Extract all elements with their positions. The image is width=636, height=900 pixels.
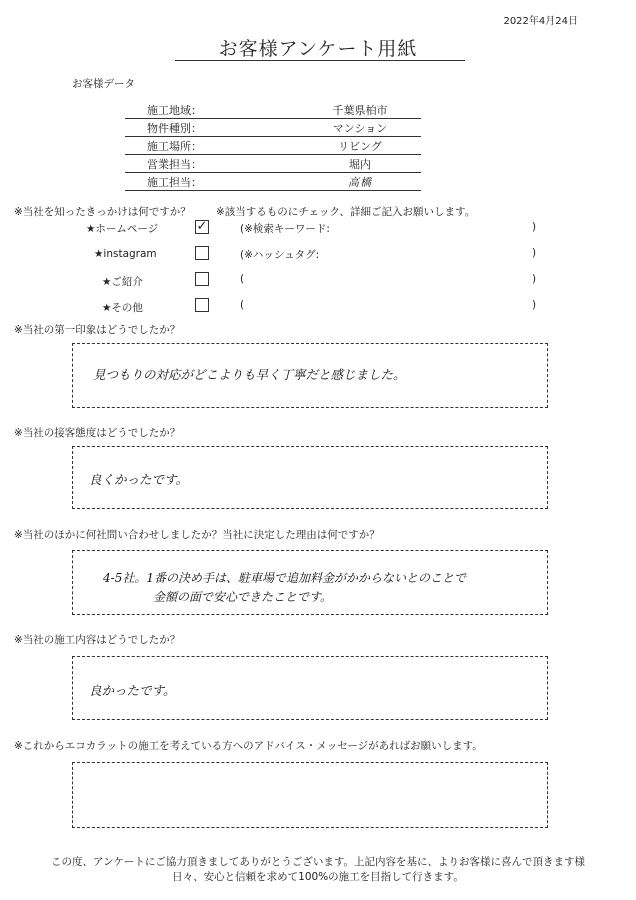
source-checkbox-referral[interactable]	[195, 272, 209, 286]
customer-row-value: 堀内	[349, 158, 371, 171]
source-detail-other: (	[240, 299, 245, 311]
source-label-instagram: ★instagram	[94, 248, 157, 260]
source-detail-referral: (	[240, 273, 245, 285]
customer-row-label: 施工担当：	[147, 176, 202, 189]
customer-row-label: 営業担当：	[147, 158, 202, 171]
customer-row-type	[125, 119, 421, 137]
source-checkbox-instagram[interactable]	[195, 246, 209, 260]
title-underline	[175, 60, 465, 61]
source-label-other: ★その他	[102, 302, 143, 314]
customer-row-value: 千葉県柏市	[332, 104, 388, 117]
answer-box-first-impression[interactable]	[72, 343, 548, 408]
check-mark-icon: ✓	[196, 219, 208, 234]
answer-competitors-line1: 4-5社。1番の決め手は、駐車場で追加料金がかからないとのことで	[103, 571, 466, 585]
answer-box-customer-service[interactable]	[72, 446, 548, 509]
source-detail-instagram: (※ハッシュタグ:	[240, 249, 320, 261]
answer-box-advice[interactable]	[72, 762, 548, 828]
answer-competitors-line2: 金額の面で安心できたことです。	[153, 590, 333, 604]
question-first-impression: ※当社の第一印象はどうでしたか？	[14, 324, 181, 336]
answer-workmanship: 良かったです。	[89, 683, 176, 698]
answer-customer-service: 良くかったです。	[89, 472, 189, 487]
customer-row-value: リビング	[338, 140, 382, 153]
source-label-referral: ★ご紹介	[102, 276, 143, 288]
question-competitors: ※当社のほかに何社問い合わせしましたか？当社に決定した理由は何ですか？	[14, 529, 380, 541]
question-customer-service: ※当社の接客態度はどうでしたか？	[14, 427, 181, 439]
answer-box-workmanship[interactable]	[72, 656, 548, 720]
source-detail-close: )	[532, 221, 537, 233]
customer-row-value: 高橋	[348, 176, 372, 189]
question-discovery-note: ※該当するものにチェック、詳細ご記入お願いします。	[216, 206, 476, 218]
customer-section-label: お客様データ	[72, 78, 135, 90]
source-checkbox-homepage[interactable]	[195, 220, 209, 234]
customer-row-installer	[125, 173, 421, 191]
customer-row-area	[125, 101, 421, 119]
question-discovery: ※当社を知ったきっかけは何ですか？	[14, 206, 191, 218]
source-checkbox-other[interactable]	[195, 298, 209, 312]
survey-date: 2022年4月24日	[503, 16, 578, 27]
source-detail-close: )	[532, 299, 537, 311]
source-label-homepage: ★ホームページ	[86, 223, 159, 235]
customer-row-sales	[125, 155, 421, 173]
customer-row-location	[125, 137, 421, 155]
footer-message-line1: この度、アンケートにご協力頂きましてありがとうございます。上記内容を基に、よりお客様に喜んで頂きます様	[50, 856, 586, 868]
question-advice: ※これからエコカラットの施工を考えている方へのアドバイス・メッセージがあればお願いします。	[14, 740, 483, 752]
answer-box-competitors[interactable]	[72, 550, 548, 615]
customer-row-value: マンション	[332, 122, 388, 135]
page-title: お客様アンケート用紙	[218, 38, 418, 60]
customer-row-label: 物件種別：	[147, 122, 202, 135]
customer-row-label: 施工場所：	[147, 140, 202, 153]
source-detail-homepage: (※検索キーワード:	[240, 223, 330, 235]
footer-message-line2: 日々、安心と信頼を求めて100%の施工を目指して行きます。	[172, 871, 464, 883]
customer-row-label: 施工地域：	[147, 104, 202, 117]
question-workmanship: ※当社の施工内容はどうでしたか？	[14, 634, 181, 646]
source-detail-close: )	[532, 273, 537, 285]
source-detail-close: )	[532, 247, 537, 259]
answer-first-impression: 見つもりの対応がどこよりも早く丁寧だと感じました。	[93, 367, 406, 382]
